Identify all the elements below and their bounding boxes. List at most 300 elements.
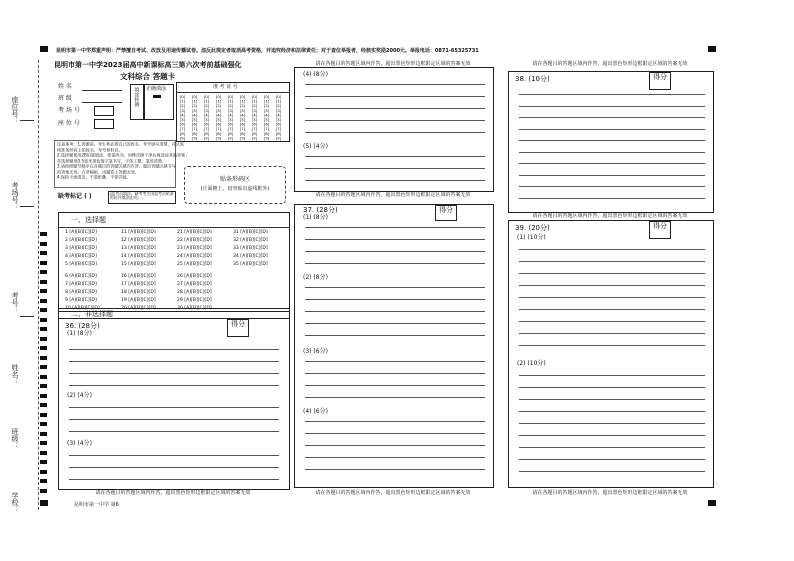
exam-digit-bubble[interactable]: [4] [228, 113, 234, 118]
exam-digit-bubble[interactable]: [0] [264, 95, 270, 99]
answer-line[interactable] [69, 419, 279, 420]
header-notice: 昆明市第一中学郑重声明：严禁擅自考试、改放及用途传播试卷。违反此规定者取消高考资格，并追究经济和法律责任；对于查位举报者，经核实奖励2000元。举报电话：0871-65325731 [56, 48, 479, 54]
class-field[interactable] [82, 102, 122, 103]
q36-part5: (5) (4分) [303, 143, 328, 150]
mcq-question[interactable]: 34 [A][B][C][D] [233, 254, 268, 259]
note-line: 2.选择题使用2B铅笔填涂，如需改动，用橡皮擦干净后再选涂其他答案； [57, 153, 190, 159]
answer-line[interactable] [519, 309, 705, 310]
answer-line[interactable] [69, 361, 279, 362]
answer-line[interactable] [519, 387, 705, 388]
exam-digit-bubble[interactable]: [9] [264, 136, 270, 141]
exam-digit-bubble[interactable]: [8] [228, 131, 234, 136]
answer-line[interactable] [519, 297, 705, 298]
exam-digit-bubble[interactable]: [7] [276, 127, 282, 132]
area-warning: 请在各题目的答题区域内作答，超出黑色矩形边框限定区域的答案无效 [532, 61, 688, 67]
exam-digit-bubble[interactable]: [3] [264, 108, 270, 113]
mcq-question[interactable]: 1 [A][B][C][D] [65, 230, 97, 235]
q36-continued-area[interactable] [294, 67, 494, 192]
exam-digit-bubble[interactable]: [0] [180, 95, 186, 99]
answer-line[interactable] [305, 108, 485, 109]
subject-title: 文科综合 答题卡 [120, 72, 176, 81]
q38-area[interactable] [508, 71, 714, 213]
answer-line[interactable] [519, 321, 705, 322]
mcq-question[interactable]: 32 [A][B][C][D] [233, 238, 268, 243]
mcq-question[interactable]: 33 [A][B][C][D] [233, 246, 268, 251]
answer-line[interactable] [69, 407, 279, 408]
q38-score-box[interactable] [649, 72, 671, 90]
mcq-question[interactable]: 11 [A][B][C][D] [121, 230, 156, 235]
answer-line[interactable] [519, 459, 705, 460]
mcq-question[interactable]: 14 [A][B][C][D] [121, 254, 156, 259]
answer-line[interactable] [305, 96, 485, 97]
correct-fill-label: 正确填涂 [146, 86, 167, 92]
answer-line[interactable] [305, 445, 485, 446]
timing-mark [40, 270, 47, 274]
answer-line[interactable] [305, 433, 485, 434]
exam-digit-bubble[interactable]: [1] [180, 99, 186, 104]
area-warning: 请在各题目的答题区域内作答，超出黑色矩形边框限定区域的答案无效 [532, 490, 688, 496]
exam-digit-bubble[interactable]: [3] [192, 108, 198, 113]
exam-digit-bubble[interactable]: [6] [192, 122, 198, 127]
margin-line [20, 120, 34, 121]
exam-digit-bubble[interactable]: [0] [216, 95, 222, 99]
answer-line[interactable] [519, 175, 705, 176]
note-line: 4.保持卡面清洁，不要折叠、不要弄破。 [57, 175, 131, 181]
exam-digit-bubble[interactable]: [6] [264, 122, 270, 127]
exam-digit-bubble[interactable]: [7] [216, 127, 222, 132]
timing-mark [40, 413, 47, 417]
answer-line[interactable] [305, 397, 485, 398]
exam-digit-bubble[interactable]: [4] [192, 113, 198, 118]
exam-digit-bubble[interactable]: [1] [252, 99, 258, 104]
area-warning: 请在各题目的答题区域内作答，超出黑色矩形边框限定区域的答案无效 [532, 213, 688, 219]
answer-line[interactable] [305, 299, 485, 300]
mcq-question[interactable]: 12 [A][B][C][D] [121, 238, 156, 243]
answer-line[interactable] [519, 198, 705, 199]
exam-digit-bubble[interactable]: [2] [252, 104, 258, 109]
answer-line[interactable] [69, 479, 279, 480]
exam-digit-bubble[interactable]: [6] [216, 122, 222, 127]
note-line: 的答案无效；在草稿纸、试题卷上答题无效。 [57, 169, 140, 175]
margin-school-label: 学校： [11, 492, 19, 513]
answer-line[interactable] [519, 375, 705, 376]
answer-line[interactable] [69, 349, 279, 350]
answer-line[interactable] [519, 411, 705, 412]
score-label: 得分 [653, 222, 667, 230]
exam-digit-bubble[interactable]: [4] [240, 113, 246, 118]
q36-part3: (3) (4分) [67, 440, 92, 447]
q39-label: 39. (20分) [515, 224, 550, 232]
exam-digit-bubble[interactable]: [4] [216, 113, 222, 118]
exam-digit-bubble[interactable]: [3] [252, 108, 258, 113]
score-label: 得分 [653, 73, 667, 81]
timing-mark [40, 375, 47, 379]
barcode-area [184, 166, 286, 204]
q39-area[interactable] [508, 220, 714, 488]
answer-line[interactable] [305, 385, 485, 386]
exam-digit-bubble[interactable]: [6] [204, 122, 210, 127]
mcq-question[interactable]: 24 [A][B][C][D] [177, 254, 212, 259]
footer-text: 昆明市第一中学 第6 [74, 502, 119, 508]
q39-score-box[interactable] [649, 221, 671, 239]
score-label: 得分 [439, 206, 453, 214]
answer-line[interactable] [519, 152, 705, 153]
answer-line[interactable] [519, 129, 705, 130]
exam-digit-bubble[interactable]: [1] [228, 99, 234, 104]
note-line: 核准条形码上的姓名、考号和科目。 [57, 147, 123, 153]
margin-line [20, 316, 34, 317]
mcq-question[interactable]: 27 [A][B][C][D] [177, 282, 212, 287]
answer-line[interactable] [519, 273, 705, 274]
exam-digit-bubble[interactable]: [8] [204, 131, 210, 136]
exam-digit-bubble[interactable]: [7] [204, 127, 210, 132]
exam-digit-bubble[interactable]: [2] [228, 104, 234, 109]
timing-mark [40, 394, 47, 398]
timing-mark [40, 327, 47, 331]
exam-digit-bubble[interactable]: [9] [180, 136, 186, 141]
exam-digit-bubble[interactable]: [3] [276, 108, 282, 113]
exam-digit-bubble[interactable]: [3] [204, 108, 210, 113]
mcq-question[interactable]: 7 [A][B][C][D] [65, 282, 97, 287]
exam-digit-bubble[interactable]: [2] [216, 104, 222, 109]
exam-digit-bubble[interactable]: [9] [228, 136, 234, 141]
area-warning: 请在各题目的答题区域内作答，超出黑色矩形边框限定区域的答案无效 [95, 490, 251, 496]
absent-note: (监考员填涂，缺考考生由监考员贴条形码并填涂此项) [109, 192, 174, 201]
mcq-question[interactable]: 23 [A][B][C][D] [177, 246, 212, 251]
mcq-question[interactable]: 26 [A][B][C][D] [177, 274, 212, 279]
timing-mark [40, 289, 47, 293]
exam-digit-bubble[interactable]: [2] [240, 104, 246, 109]
timing-mark [40, 251, 47, 255]
timing-mark [40, 337, 47, 341]
exam-digit-bubble[interactable]: [7] [264, 127, 270, 132]
answer-line[interactable] [69, 431, 279, 432]
answer-line[interactable] [305, 287, 485, 288]
exam-digit-bubble[interactable]: [8] [216, 131, 222, 136]
exam-digit-bubble[interactable]: [2] [264, 104, 270, 109]
exam-digit-bubble[interactable]: [5] [180, 118, 186, 122]
exam-digit-bubble[interactable]: [3] [228, 108, 234, 113]
q36-label: 36. (28分) [65, 322, 100, 330]
answer-line[interactable] [519, 186, 705, 187]
exam-digit-bubble[interactable]: [6] [240, 122, 246, 127]
name-field[interactable] [82, 90, 122, 91]
notes-box [54, 140, 190, 188]
exam-digit-bubble[interactable]: [9] [240, 136, 246, 141]
q37-score-box[interactable] [435, 205, 457, 221]
section2-title: 二、非选择题 [71, 310, 113, 318]
mcq-question[interactable]: 18 [A][B][C][D] [121, 290, 156, 295]
area-warning: 请在各题目的答题区域内作答，超出黑色矩形边框限定区域的答案无效 [315, 490, 471, 496]
fill-sample-mark [153, 95, 161, 98]
mcq-question[interactable]: 25 [A][B][C][D] [177, 262, 212, 267]
timing-mark [40, 299, 47, 303]
barcode-subtitle: (正面朝上，切勿贴出虚线框外) [200, 186, 270, 192]
exam-number-label: 准 考 证 号 [213, 84, 238, 90]
margin-exam-room-label: 考场号： [11, 182, 19, 210]
answer-line[interactable] [69, 373, 279, 374]
exam-digit-bubble[interactable]: [4] [180, 113, 186, 118]
exam-digit-bubble[interactable]: [1] [240, 99, 246, 104]
correct-fill-box [144, 84, 174, 120]
margin-seat-label: 座位号： [11, 96, 19, 124]
exam-digit-bubble[interactable]: [2] [180, 104, 186, 109]
answer-line[interactable] [519, 471, 705, 472]
exam-digit-bubble[interactable]: [9] [192, 136, 198, 141]
answer-line[interactable] [519, 117, 705, 118]
answer-line[interactable] [305, 421, 485, 422]
exam-digit-bubble[interactable]: [2] [204, 104, 210, 109]
exam-digit-bubble[interactable]: [7] [252, 127, 258, 132]
mcq-question[interactable]: 8 [A][B][C][D] [65, 290, 97, 295]
corner-mark [708, 46, 716, 52]
timing-mark [40, 318, 47, 322]
timing-mark [40, 422, 47, 426]
answer-line[interactable] [519, 285, 705, 286]
absent-note-box [108, 191, 176, 204]
q37-area[interactable] [294, 204, 494, 488]
note-line: 3.请按照题号顺序在各题目的答题区域内作答，超出答题区域书写 [57, 164, 176, 170]
answer-line[interactable] [305, 251, 485, 252]
q36-area[interactable] [58, 318, 290, 490]
q37-label: 37. (28分) [303, 206, 338, 214]
exam-digit-bubble[interactable]: [0] [276, 95, 282, 99]
answer-line[interactable] [519, 435, 705, 436]
q39-part2: (2) (10分) [517, 360, 546, 367]
exam-digit-bubble[interactable]: [0] [192, 95, 198, 99]
mcq-question[interactable]: 9 [A][B][C][D] [65, 298, 97, 303]
mcq-question[interactable]: 20 [A][B][C][D] [121, 306, 156, 311]
margin-exam-no-label: 考号： [11, 292, 19, 313]
section1-title: 一、选择题 [71, 216, 106, 224]
exam-digit-bubble[interactable]: [4] [204, 113, 210, 118]
exam-digit-bubble[interactable]: [3] [240, 108, 246, 113]
timing-mark [40, 470, 47, 474]
exam-digit-bubble[interactable]: [9] [204, 136, 210, 141]
exam-digit-bubble[interactable]: [1] [204, 99, 210, 104]
answer-line[interactable] [305, 168, 485, 169]
mcq-question[interactable]: 16 [A][B][C][D] [121, 274, 156, 279]
answer-line[interactable] [305, 120, 485, 121]
q37-part2: (2) (8分) [303, 274, 328, 281]
exam-digit-bubble[interactable]: [3] [216, 108, 222, 113]
exam-digit-bubble[interactable]: [0] [252, 95, 258, 99]
mcq-question[interactable]: 29 [A][B][C][D] [177, 298, 212, 303]
exam-digit-bubble[interactable]: [1] [216, 99, 222, 104]
sample-label: 填涂样例 [133, 87, 140, 107]
score-label: 得分 [231, 320, 245, 328]
answer-line[interactable] [305, 156, 485, 157]
exam-digit-bubble[interactable]: [6] [180, 122, 186, 127]
timing-mark [40, 232, 47, 236]
corner-mark [40, 500, 48, 506]
mcq-question[interactable]: 3 [A][B][C][D] [65, 246, 97, 251]
exam-digit-bubble[interactable]: [8] [264, 131, 270, 136]
q36-score-box[interactable] [227, 319, 249, 337]
timing-mark [40, 432, 47, 436]
timing-mark [40, 356, 47, 360]
answer-line[interactable] [519, 447, 705, 448]
answer-line[interactable] [519, 106, 705, 107]
answer-line[interactable] [519, 399, 705, 400]
answer-line[interactable] [519, 249, 705, 250]
exam-digit-bubble[interactable]: [5] [252, 118, 258, 122]
answer-line[interactable] [305, 457, 485, 458]
q39-part1: (1) (10分) [517, 234, 546, 241]
timing-mark [40, 479, 47, 483]
mcq-question[interactable]: 10 [A][B][C][D] [65, 306, 100, 311]
exam-digit-bubble[interactable]: [1] [192, 99, 198, 104]
exam-digit-bubble[interactable]: [5] [228, 118, 234, 122]
timing-mark [40, 280, 47, 284]
q36-part4: (4) (8分) [303, 71, 328, 78]
exam-digit-bubble[interactable]: [5] [276, 118, 282, 122]
answer-line[interactable] [305, 311, 485, 312]
exam-digit-bubble[interactable]: [4] [264, 113, 270, 118]
mcq-question[interactable]: 30 [A][B][C][D] [177, 306, 212, 311]
corner-mark [708, 500, 716, 506]
exam-digit-bubble[interactable]: [8] [180, 131, 186, 136]
exam-digit-bubble[interactable]: [8] [276, 131, 282, 136]
q36-part2: (2) (4分) [67, 392, 92, 399]
mcq-question[interactable]: 13 [A][B][C][D] [121, 246, 156, 251]
exam-digit-bubble[interactable]: [3] [180, 108, 186, 113]
answer-line[interactable] [305, 469, 485, 470]
exam-digit-bubble[interactable]: [2] [276, 104, 282, 109]
answer-line[interactable] [69, 467, 279, 468]
timing-mark [40, 451, 47, 455]
exam-digit-bubble[interactable]: [8] [240, 131, 246, 136]
seat-field[interactable] [94, 119, 114, 129]
absent-mark-label[interactable]: 缺考标记 ( ) [58, 193, 92, 200]
exam-digit-bubble[interactable]: [6] [276, 122, 282, 127]
q36-part1: (1) (8分) [67, 330, 92, 337]
exam-digit-bubble[interactable]: [1] [276, 99, 282, 104]
margin-line [20, 206, 34, 207]
timing-mark [40, 261, 47, 265]
timing-mark [40, 384, 47, 388]
note-line: 注意事项：1.答题前，考生务必将自己的姓名、考号填写清楚，并认真 [57, 142, 184, 148]
q38-label: 38. (10分) [515, 75, 550, 83]
exam-digit-bubble[interactable]: [5] [216, 118, 222, 122]
mcq-question[interactable]: 22 [A][B][C][D] [177, 238, 212, 243]
timing-mark [40, 403, 47, 407]
class-label: 班 级 [58, 95, 72, 102]
exam-digit-bubble[interactable]: [6] [228, 122, 234, 127]
mcq-question[interactable]: 15 [A][B][C][D] [121, 262, 156, 267]
answer-line[interactable] [519, 140, 705, 141]
exam-digit-bubble[interactable]: [7] [180, 127, 186, 132]
exam-digit-bubble[interactable]: [8] [192, 131, 198, 136]
q37-part3: (3) (6分) [303, 348, 328, 355]
exam-digit-bubble[interactable]: [8] [252, 131, 258, 136]
exam-digit-bubble[interactable]: [4] [276, 113, 282, 118]
exam-digit-bubble[interactable]: [9] [216, 136, 222, 141]
answer-line[interactable] [305, 239, 485, 240]
exam-digit-bubble[interactable]: [5] [204, 118, 210, 122]
answer-line[interactable] [69, 455, 279, 456]
exam-digit-bubble[interactable]: [0] [204, 95, 210, 99]
sample-box [130, 84, 144, 120]
exam-digit-bubble[interactable]: [6] [252, 122, 258, 127]
timing-mark [40, 308, 47, 312]
answer-line[interactable] [519, 163, 705, 164]
answer-line[interactable] [305, 180, 485, 181]
mcq-question[interactable]: 2 [A][B][C][D] [65, 238, 97, 243]
exam-digit-bubble[interactable]: [9] [276, 136, 282, 141]
answer-line[interactable] [519, 345, 705, 346]
answer-line[interactable] [69, 385, 279, 386]
margin-class-label: 班级： [11, 428, 19, 449]
mcq-question[interactable]: 6 [A][B][C][D] [65, 274, 97, 279]
exam-digit-bubble[interactable]: [7] [240, 127, 246, 132]
mcq-question[interactable]: 5 [A][B][C][D] [65, 262, 97, 267]
answer-line[interactable] [519, 333, 705, 334]
exam-digit-bubble[interactable]: [7] [192, 127, 198, 132]
mcq-question[interactable]: 4 [A][B][C][D] [65, 254, 97, 259]
timing-mark [40, 242, 47, 246]
answer-line[interactable] [305, 263, 485, 264]
mcq-question[interactable]: 28 [A][B][C][D] [177, 290, 212, 295]
timing-mark [40, 489, 47, 493]
note-line: 非选择题用0.5毫米黑色签字笔书写，字体工整，笔迹清楚。 [57, 158, 167, 164]
mcq-question[interactable]: 21 [A][B][C][D] [177, 230, 212, 235]
area-warning: 请在各题目的答题区域内作答，超出黑色矩形边框限定区域的答案无效 [315, 192, 471, 198]
answer-line[interactable] [305, 227, 485, 228]
area-warning: 请在各题目的答题区域内作答，超出黑色矩形边框限定区域的答案无效 [315, 61, 471, 67]
exam-digit-bubble[interactable]: [5] [240, 118, 246, 122]
exam-digit-bubble[interactable]: [1] [264, 99, 270, 104]
answer-line[interactable] [305, 84, 485, 85]
exam-digit-bubble[interactable]: [5] [192, 118, 198, 122]
mcq-question[interactable]: 31 [A][B][C][D] [233, 230, 268, 235]
exam-room-field[interactable] [94, 106, 114, 116]
answer-line[interactable] [305, 323, 485, 324]
answer-line[interactable] [305, 132, 485, 133]
exam-digit-bubble[interactable]: [0] [228, 95, 234, 99]
answer-line[interactable] [519, 94, 705, 95]
fold-line [38, 60, 39, 510]
mcq-question[interactable]: 17 [A][B][C][D] [121, 282, 156, 287]
answer-line[interactable] [305, 335, 485, 336]
mcq-question[interactable]: 35 [A][B][C][D] [233, 262, 268, 267]
timing-mark [40, 346, 47, 350]
timing-mark [40, 365, 47, 369]
q37-part4: (4) (6分) [303, 408, 328, 415]
exam-digit-bubble[interactable]: [4] [252, 113, 258, 118]
exam-digit-bubble[interactable]: [7] [228, 127, 234, 132]
seat-label: 座 位 号 [58, 120, 80, 127]
exam-digit-bubble[interactable]: [5] [264, 118, 270, 122]
exam-digit-bubble[interactable]: [9] [252, 136, 258, 141]
answer-line[interactable] [305, 373, 485, 374]
exam-number-grid[interactable] [176, 82, 290, 142]
corner-mark [40, 46, 48, 52]
exam-digit-bubble[interactable]: [0] [240, 95, 246, 99]
answer-line[interactable] [519, 423, 705, 424]
q37-part1: (1) (8分) [303, 214, 328, 221]
mcq-question[interactable]: 19 [A][B][C][D] [121, 298, 156, 303]
school-title: 昆明市第一中学2023届高中新课标高三第六次考前基础强化 [54, 61, 242, 69]
answer-line[interactable] [305, 361, 485, 362]
exam-number-bubbles[interactable] [177, 93, 289, 141]
exam-digit-bubble[interactable]: [2] [192, 104, 198, 109]
timing-mark [40, 441, 47, 445]
margin-name-label: 姓名： [11, 364, 19, 385]
exam-room-label: 考 场 号 [58, 107, 80, 114]
name-label: 姓 名 [58, 83, 72, 90]
answer-line[interactable] [519, 261, 705, 262]
